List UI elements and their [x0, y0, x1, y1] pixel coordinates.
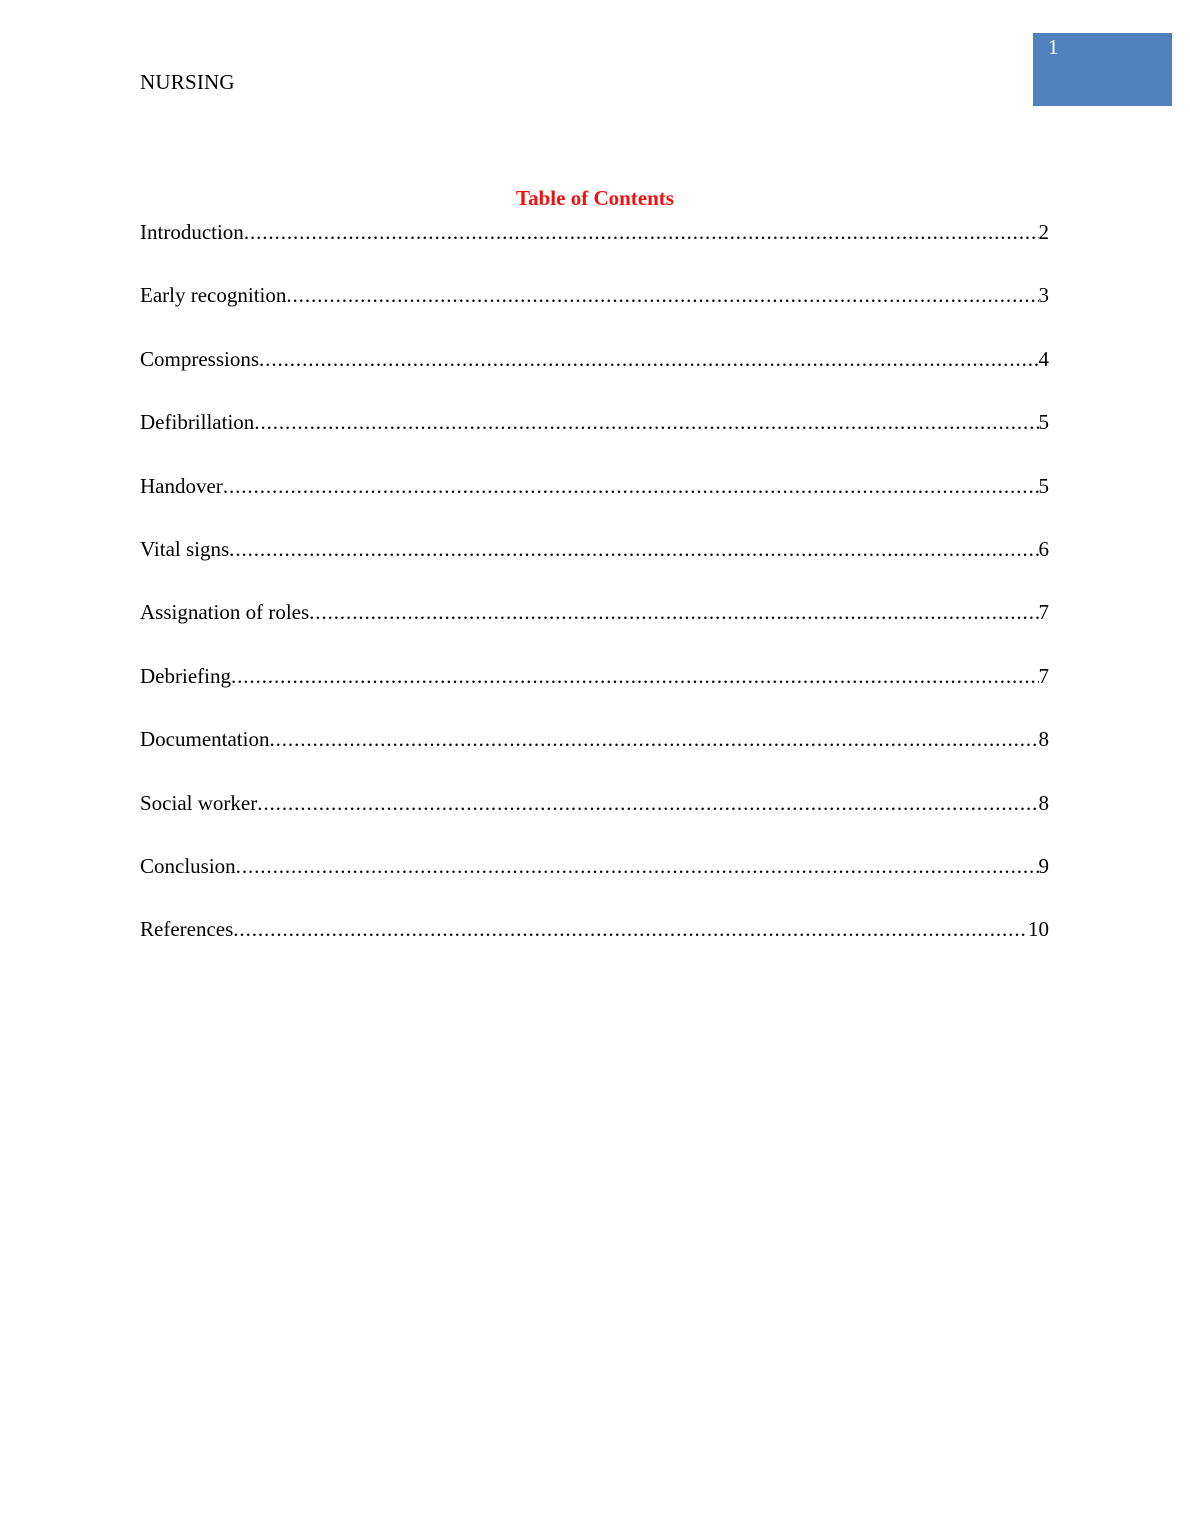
toc-entry-page: 9	[1038, 853, 1049, 878]
toc-entry-page: 8	[1038, 727, 1049, 752]
toc-entry-page: 5	[1038, 473, 1049, 498]
dot-leader	[309, 598, 1038, 626]
toc-entry-label: Vital signs	[140, 536, 230, 561]
dot-leader	[236, 852, 1039, 880]
toc-entry-references[interactable]	[140, 915, 1049, 978]
toc-entry-social-worker[interactable]	[140, 789, 1049, 852]
dot-leader	[254, 408, 1038, 436]
toc-entry-label: Debriefing	[140, 663, 231, 688]
toc-entry-page: 10	[1028, 917, 1049, 942]
toc-entry-debriefing[interactable]	[140, 662, 1049, 725]
dot-leader	[223, 472, 1039, 500]
toc-entry-page: 2	[1038, 220, 1049, 244]
toc-entry-conclusion[interactable]	[140, 852, 1049, 915]
toc-entry-label: Documentation	[140, 727, 270, 752]
toc-entry-label: References	[140, 917, 234, 942]
dot-leader	[286, 281, 1038, 309]
toc-entry-label: Early recognition	[140, 283, 287, 308]
toc-entry-label: Defibrillation	[140, 410, 255, 435]
dot-leader	[231, 662, 1039, 690]
dot-leader	[269, 725, 1038, 753]
toc-entry-vital-signs[interactable]	[140, 535, 1049, 598]
toc-entry-page: 7	[1038, 600, 1049, 625]
dot-leader	[259, 345, 1038, 373]
dot-leader	[233, 915, 1028, 943]
toc-entry-page: 3	[1038, 283, 1049, 308]
toc-entry-assignation-of-roles[interactable]	[140, 598, 1049, 661]
toc-entry-defibrillation[interactable]	[140, 408, 1049, 471]
toc-title: Table of Contents	[516, 186, 674, 210]
toc-entry-page: 4	[1038, 346, 1049, 371]
dot-leader	[229, 535, 1038, 563]
toc-entry-page: 7	[1038, 663, 1049, 688]
toc-entry-label: Handover	[140, 473, 223, 498]
toc-entry-handover[interactable]	[140, 472, 1049, 535]
toc-entry-label: Conclusion	[140, 853, 236, 878]
toc-entry-page: 5	[1038, 410, 1049, 435]
toc-entry-label: Assignation of roles	[140, 600, 310, 625]
toc-entry-documentation[interactable]	[140, 725, 1049, 788]
toc-entry-label: Social worker	[140, 790, 258, 815]
table-of-contents	[140, 218, 1049, 979]
toc-entry-label: Introduction	[140, 220, 244, 244]
toc-entry-page: 8	[1038, 790, 1049, 815]
toc-entry-introduction[interactable]	[140, 218, 1049, 281]
toc-entry-early-recognition[interactable]	[140, 281, 1049, 344]
toc-entry-label: Compressions	[140, 346, 260, 371]
running-head: NURSING	[140, 70, 235, 94]
dot-leader	[257, 789, 1038, 817]
toc-entry-compressions[interactable]	[140, 345, 1049, 408]
page-number-box	[1033, 33, 1172, 106]
dot-leader	[244, 218, 1039, 246]
page-number: 1	[1048, 35, 1059, 59]
toc-entry-page: 6	[1038, 536, 1049, 561]
